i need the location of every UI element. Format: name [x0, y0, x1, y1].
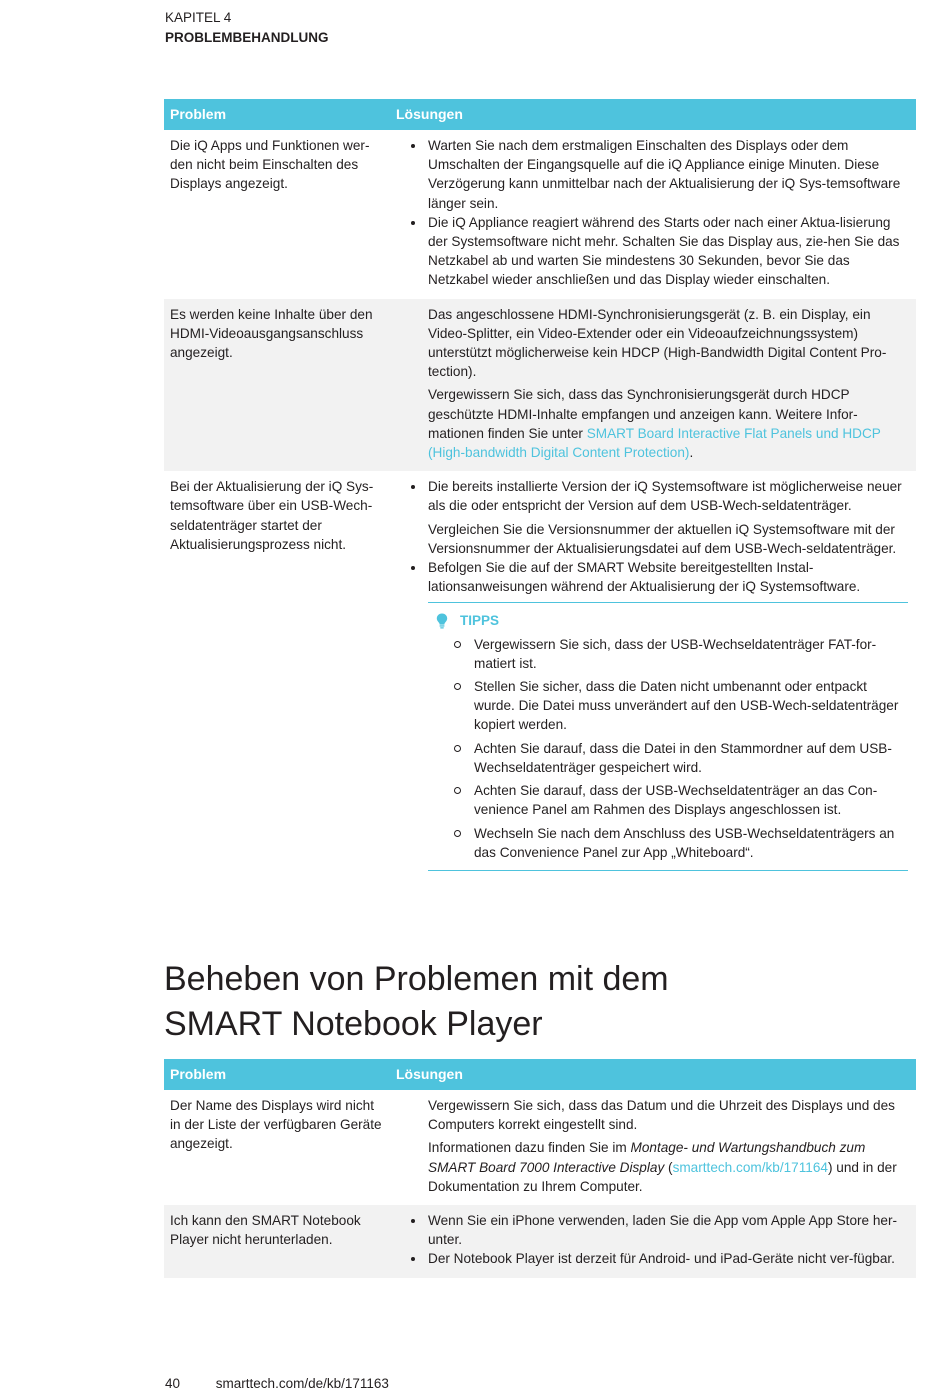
list-item: Der Notebook Player ist derzeit für Android- und iPad-Geräte nicht ver-fügbar.	[428, 1249, 908, 1268]
list-item: Warten Sie nach dem erstmaligen Einschalten des Displays oder dem Umschalten der Eingangsquelle auf die iQ Appliance einige Minuten. Diese Verzögerung kann unmittelbar nach der Aktualisierung der iQ Sys-temsoftware länger sein.	[428, 136, 908, 213]
list-item-text: Vergleichen Sie die Versionsnummer der aktuellen iQ Systemsoftware mit der Versionsnummer der Aktualisierungsdatei auf dem USB-Wech-seldatenträger.	[428, 521, 897, 556]
chapter-header	[165, 8, 329, 48]
solution-list	[404, 477, 908, 596]
solution-paragraph: Das angeschlossene HDMI-Synchronisierungsgerät (z. B. ein Display, ein Video-Splitter, ein Video-Extender oder ein Videoaufzeichnungssystem) unterstützt möglicherweise kein HDCP (High-Bandwidth Digital Content Pro-tection).	[428, 306, 887, 380]
column-header-problem: Problem	[164, 1059, 390, 1090]
section-heading-line: SMART Notebook Player	[164, 1005, 543, 1043]
solution-cell	[390, 1205, 916, 1278]
solution-paragraph	[428, 1138, 908, 1196]
column-header-solutions: Lösungen	[390, 1059, 916, 1090]
solution-paragraph	[428, 385, 908, 462]
page-footer	[165, 1376, 389, 1391]
solution-list	[404, 136, 908, 290]
table-row	[164, 471, 916, 886]
lightbulb-icon	[436, 613, 448, 629]
paragraph-text: ) und in der Dokumentation zu Ihrem Computer.	[428, 1159, 897, 1194]
solution-cell	[390, 299, 916, 472]
table-row	[164, 299, 916, 472]
problem-cell: Bei der Aktualisierung der iQ Sys-temsoftware über ein USB-Wech-seldatenträger startet der Aktualisierungsprozess nicht.	[170, 479, 374, 552]
tip-item: Achten Sie darauf, dass die Datei in den Stammordner auf dem USB-Wechseldatenträger gespeichert wird.	[474, 739, 908, 777]
tip-item: Achten Sie darauf, dass der USB-Wechseldatenträger an das Con-venience Panel am Rahmen des Displays angeschlossen ist.	[474, 781, 908, 819]
problem-cell: Es werden keine Inhalte über den HDMI-Videoausgangsanschluss angezeigt.	[164, 299, 390, 472]
troubleshooting-table-iq	[164, 99, 916, 886]
footer-url: smarttech.com/de/kb/171163	[215, 1376, 389, 1391]
chapter-title: PROBLEMBEHANDLUNG	[165, 30, 329, 45]
solution-cell	[390, 471, 916, 886]
table-header-row	[164, 99, 916, 130]
troubleshooting-table-notebook-player	[164, 1059, 916, 1278]
solution-paragraph: Vergewissern Sie sich, dass das Datum und die Uhrzeit des Displays und des Computers korrekt eingestellt sind.	[428, 1098, 895, 1133]
tips-header	[436, 611, 908, 630]
problem-cell: Ich kann den SMART Notebook Player nicht herunterladen.	[164, 1205, 390, 1278]
paragraph-text: Informationen dazu finden Sie im	[428, 1140, 631, 1156]
problem-cell: Die iQ Apps und Funktionen wer-den nicht beim Einschalten des Displays angezeigt.	[170, 138, 370, 192]
tip-item: Stellen Sie sicher, dass die Daten nicht umbenannt oder entpackt wurde. Die Datei muss unverändert auf den USB-Wech-seldatenträger kopiert werden.	[474, 677, 908, 735]
paragraph-text: Vergewissern Sie sich, dass das Synchronisierungsgerät durch HDCP geschützte HDMI-Inhalte empfangen und anzeigen kann. Weitere Infor-mationen finden Sie unter	[428, 387, 858, 441]
tips-list	[436, 635, 908, 862]
paragraph-text: (	[664, 1159, 673, 1175]
kb-171164-link[interactable]: smarttech.com/kb/171164	[672, 1159, 828, 1175]
table-header-row	[164, 1059, 916, 1090]
page-number: 40	[165, 1376, 181, 1391]
chapter-number: KAPITEL 4	[165, 10, 232, 25]
paragraph-end: .	[689, 445, 694, 461]
solution-cell	[390, 130, 916, 299]
table-row	[164, 1090, 916, 1205]
tips-box	[428, 602, 908, 870]
list-item	[428, 477, 908, 558]
table-row	[164, 130, 916, 299]
list-item: Befolgen Sie die auf der SMART Website bereitgestellten Instal-lationsanweisungen während der Aktualisierung der iQ Systemsoftware.	[428, 558, 908, 596]
manual-title: Montage- und Wartungshandbuch zum SMART Board 7000 Interactive Display	[428, 1140, 866, 1175]
list-item: Die iQ Appliance reagiert während des Starts oder nach einer Aktua-lisierung der Systemsoftware nicht mehr. Schalten Sie das Display aus, zie-hen Sie das Netzkabel ab und warten Sie mindestens 30 Sekunden, bevor Sie das Netzkabel wieder anschließen und das Display wieder einschalten.	[428, 213, 908, 290]
hdcp-article-link[interactable]: SMART Board Interactive Flat Panels und HDCP (High-bandwidth Digital Content Protection)	[428, 425, 881, 461]
tips-title: TIPPS	[460, 613, 500, 629]
tip-item: Wechseln Sie nach dem Anschluss des USB-Wechseldatenträgers an das Convenience Panel zur App „Whiteboard“.	[474, 824, 908, 862]
section-heading-line: Beheben von Problemen mit dem	[164, 960, 669, 998]
tip-item: Vergewissern Sie sich, dass der USB-Wechseldatenträger FAT-for-matiert ist.	[474, 635, 908, 673]
solution-cell	[390, 1090, 916, 1205]
column-header-problem: Problem	[164, 99, 390, 130]
solution-list	[404, 1211, 908, 1269]
column-header-solutions: Lösungen	[390, 99, 916, 130]
section-heading	[164, 957, 669, 1047]
list-item: Wenn Sie ein iPhone verwenden, laden Sie die App vom Apple App Store her-unter.	[428, 1211, 908, 1249]
table-row	[164, 1205, 916, 1278]
list-item-text: Die bereits installierte Version der iQ Systemsoftware ist möglicherweise neuer als die oder entspricht der Version auf dem USB-Wech-seldatenträger.	[428, 479, 902, 514]
problem-cell: Der Name des Displays wird nicht in der Liste der verfügbaren Geräte angezeigt.	[170, 1098, 382, 1152]
